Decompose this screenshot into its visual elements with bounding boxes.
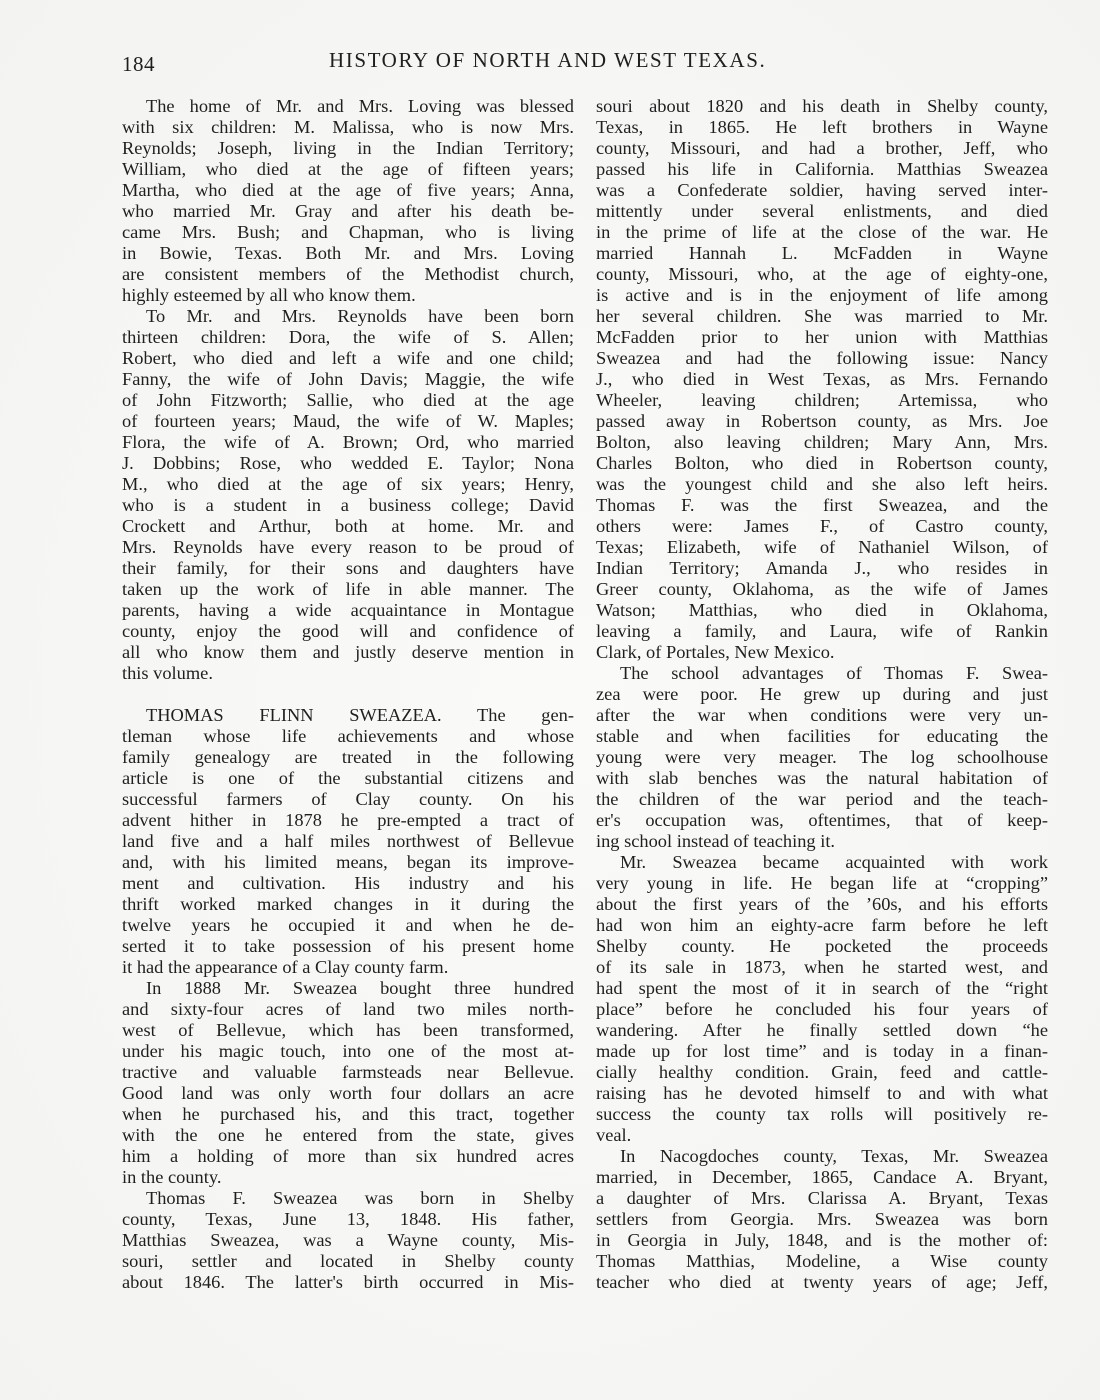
text-line: all who know them and justly deserve mention in [122,642,574,662]
text-line: er's occupation was, oftentimes, that of keep- [596,810,1048,830]
left-column [122,96,574,1293]
text-line: Charles Bolton, who died in Robertson county, [596,453,1048,473]
text-line: Fanny, the wife of John Davis; Maggie, the wife [122,369,574,389]
text-line: and sixty-four acres of land two miles north- [122,999,574,1019]
text-line: advent hither in 1878 he pre-empted a tract of [122,810,574,830]
text-line: leaving a family, and Laura, wife of Rankin [596,621,1048,641]
text-line: Wheeler, leaving children; Artemissa, who [596,390,1048,410]
text-line: passed his life in California. Matthias Sweazea [596,159,1048,179]
text-line: in Georgia in July, 1848, and is the mother of: [596,1230,1048,1250]
text-line: west of Bellevue, which has been transformed, [122,1020,574,1040]
text-line: highly esteemed by all who know them. [122,285,416,305]
paragraph-loving-children [122,96,574,306]
text-line: souri about 1820 and his death in Shelby county, [596,96,1048,116]
text-line: when he purchased his, and this tract, together [122,1104,574,1124]
text-line: Martha, who died at the age of five years; Anna, [122,180,574,200]
text-line: To Mr. and Mrs. Reynolds have been born [146,306,574,326]
text-line: M., who died at the age of six years; Henry, [122,474,574,494]
text-line: cially healthy condition. Grain, feed and cattle- [596,1062,1048,1082]
text-line: her several children. She was married to Mr. [596,306,1048,326]
running-head [122,48,1042,78]
text-line: with six children: M. Malissa, who is now Mrs. [122,117,574,137]
text-line: of John Fitzworth; Sallie, who died at the age [122,390,574,410]
text-line: Texas, in 1865. He left brothers in Wayne [596,117,1048,137]
page-number: 184 [122,52,155,76]
text-line: in the county. [122,1167,222,1187]
text-line: their family, for their sons and daughters have [122,558,574,578]
text-line: very young in life. He began life at “cropping” [596,873,1048,893]
text-line: after the war when conditions were very un- [596,705,1048,725]
text-line: Texas; Elizabeth, wife of Nathaniel Wilson, of [596,537,1048,557]
text-line: county, enjoy the good will and confidence of [122,621,574,641]
text-line: county, Missouri, who, at the age of eighty-one, [596,264,1048,284]
text-line: made up for lost time” and is today in a finan- [596,1041,1048,1061]
text-line: Bolton, also leaving children; Mary Ann, Mrs. [596,432,1048,452]
text-line: are consistent members of the Methodist church, [122,264,574,284]
text-line: settlers from Georgia. Mrs. Sweazea was born [596,1209,1048,1229]
text-line: success the county tax rolls will positively re- [596,1104,1048,1124]
text-line: a daughter of Mrs. Clarissa A. Bryant, Texas [596,1188,1048,1208]
text-line: place” before he concluded his four years of [596,999,1048,1019]
text-line: article is one of the substantial citizens and [122,768,574,788]
text-line: county, Missouri, and had a brother, Jeff, who [596,138,1048,158]
text-line: and, with his limited means, began its improve- [122,852,574,872]
text-line: of its sale in 1873, when he started west, and [596,957,1048,977]
right-column [596,96,1048,1293]
text-line: teacher who died at twenty years of age; Jeff, [596,1272,1048,1292]
biography-heading-line: THOMAS FLINN SWEAZEA. The gen- [146,705,574,725]
text-line: land five and a half miles northwest of Bellevue [122,831,574,851]
text-line: came Mrs. Bush; and Chapman, who is living [122,222,574,242]
running-title: HISTORY OF NORTH AND WEST TEXAS. [329,48,767,72]
text-line: in Bowie, Texas. Both Mr. and Mrs. Loving [122,243,574,263]
text-line: ment and cultivation. His industry and his [122,873,574,893]
text-line: thirteen children: Dora, the wife of S. Allen; [122,327,574,347]
text-line: taken up the work of life in able manner. The [122,579,574,599]
text-line: Thomas F. Sweazea was born in Shelby [146,1188,574,1208]
text-line: others were: James F., of Castro county, [596,516,1048,536]
text-line: about 1846. The latter's birth occurred in Mis- [122,1272,574,1292]
text-line: souri, settler and located in Shelby county [122,1251,574,1271]
text-line: of fourteen years; Maud, the wife of W. Maples; [122,411,574,431]
text-line: Crockett and Arthur, both at home. Mr. and [122,516,574,536]
text-line: with the one he entered from the state, gives [122,1125,574,1145]
text-line: mittently under several enlistments, and died [596,201,1048,221]
text-line: Reynolds; Joseph, living in the Indian Territory; [122,138,574,158]
text-line: him a holding of more than six hundred acres [122,1146,574,1166]
text-line: Good land was only worth four dollars an acre [122,1083,574,1103]
text-line: Indian Territory; Amanda J., who resides in [596,558,1048,578]
text-line: was the youngest child and she also left heirs. [596,474,1048,494]
text-line: twelve years he occupied it and when he de- [122,915,574,935]
text-line: wandering. After he finally settled down “he [596,1020,1048,1040]
text-line: with slab benches was the natural habitation of [596,768,1048,788]
text-line: stable and when facilities for educating the [596,726,1048,746]
text-line: J. Dobbins; Rose, who wedded E. Taylor; Nona [122,453,574,473]
text-line: had spent the most of it in search of the “right [596,978,1048,998]
text-line: had won him an eighty-acre farm before he left [596,915,1048,935]
text-line: Thomas F. was the first Sweazea, and the [596,495,1048,515]
text-line: tleman whose life achievements and whose [122,726,574,746]
text-line: the children of the war period and the teach- [596,789,1048,809]
text-line: Mr. Sweazea became acquainted with work [620,852,1048,872]
text-line: The school advantages of Thomas F. Swea- [620,663,1048,683]
text-line: Mrs. Reynolds have every reason to be proud of [122,537,574,557]
paragraph-1888-purchase [122,978,574,1188]
text-line: Thomas Matthias, Modeline, a Wise county [596,1251,1048,1271]
text-line: In Nacogdoches county, Texas, Mr. Sweazea [620,1146,1048,1166]
text-line: is active and is in the enjoyment of life among [596,285,1048,305]
text-line: Greer county, Oklahoma, as the wife of James [596,579,1048,599]
text-line: Robert, who died and left a wife and one child; [122,348,574,368]
paragraph-work [596,852,1048,1146]
paragraph-school [596,663,1048,852]
paragraph-father-history [596,96,1048,663]
text-line: about the first years of the ’60s, and his efforts [596,894,1048,914]
paragraph-birth [122,1188,574,1293]
text-line: In 1888 Mr. Sweazea bought three hundred [146,978,574,998]
text-line: passed away in Robertson county, as Mrs. Joe [596,411,1048,431]
text-line: it had the appearance of a Clay county farm. [122,957,449,977]
text-line: who is a student in a business college; David [122,495,574,515]
text-line: serted it to take possession of his present home [122,936,574,956]
text-line: Shelby county. He pocketed the proceeds [596,936,1048,956]
text-line: successful farmers of Clay county. On his [122,789,574,809]
text-line: married Hannah L. McFadden in Wayne [596,243,1048,263]
text-line: who married Mr. Gray and after his death be- [122,201,574,221]
text-line: McFadden prior to her union with Matthias [596,327,1048,347]
paragraph-marriage [596,1146,1048,1293]
text-line: married, in December, 1865, Candace A. Bryant, [596,1167,1048,1187]
paragraph-reynolds-children [122,306,574,684]
text-line: family genealogy are treated in the following [122,747,574,767]
text-line: Flora, the wife of A. Brown; Ord, who married [122,432,574,452]
text-line: was a Confederate soldier, having served inter- [596,180,1048,200]
text-line: under his magic touch, into one of the most at- [122,1041,574,1061]
text-line: raising has he devoted himself to and with what [596,1083,1048,1103]
text-line: Watson; Matthias, who died in Oklahoma, [596,600,1048,620]
text-line: zea were poor. He grew up during and just [596,684,1048,704]
text-line: J., who died in West Texas, as Mrs. Fernando [596,369,1048,389]
text-line: thrift worked marked changes in it during the [122,894,574,914]
text-line: this volume. [122,663,213,683]
text-line: Sweazea and had the following issue: Nancy [596,348,1048,368]
text-line: young were very meager. The log schoolhouse [596,747,1048,767]
text-line: tractive and valuable farmsteads near Bellevue. [122,1062,574,1082]
paragraph-sweazea-intro [122,705,574,978]
text-line: parents, having a wide acquaintance in Montague [122,600,574,620]
text-line: Matthias Sweazea, was a Wayne county, Mis- [122,1230,574,1250]
text-line: William, who died at the age of fifteen years; [122,159,574,179]
text-line: veal. [596,1125,632,1145]
text-line: Clark, of Portales, New Mexico. [596,642,835,662]
text-line: county, Texas, June 13, 1848. His father, [122,1209,574,1229]
text-line: in the prime of life at the close of the war. He [596,222,1048,242]
text-line: The home of Mr. and Mrs. Loving was blessed [146,96,574,116]
section-gap [122,684,574,705]
text-line: ing school instead of teaching it. [596,831,836,851]
